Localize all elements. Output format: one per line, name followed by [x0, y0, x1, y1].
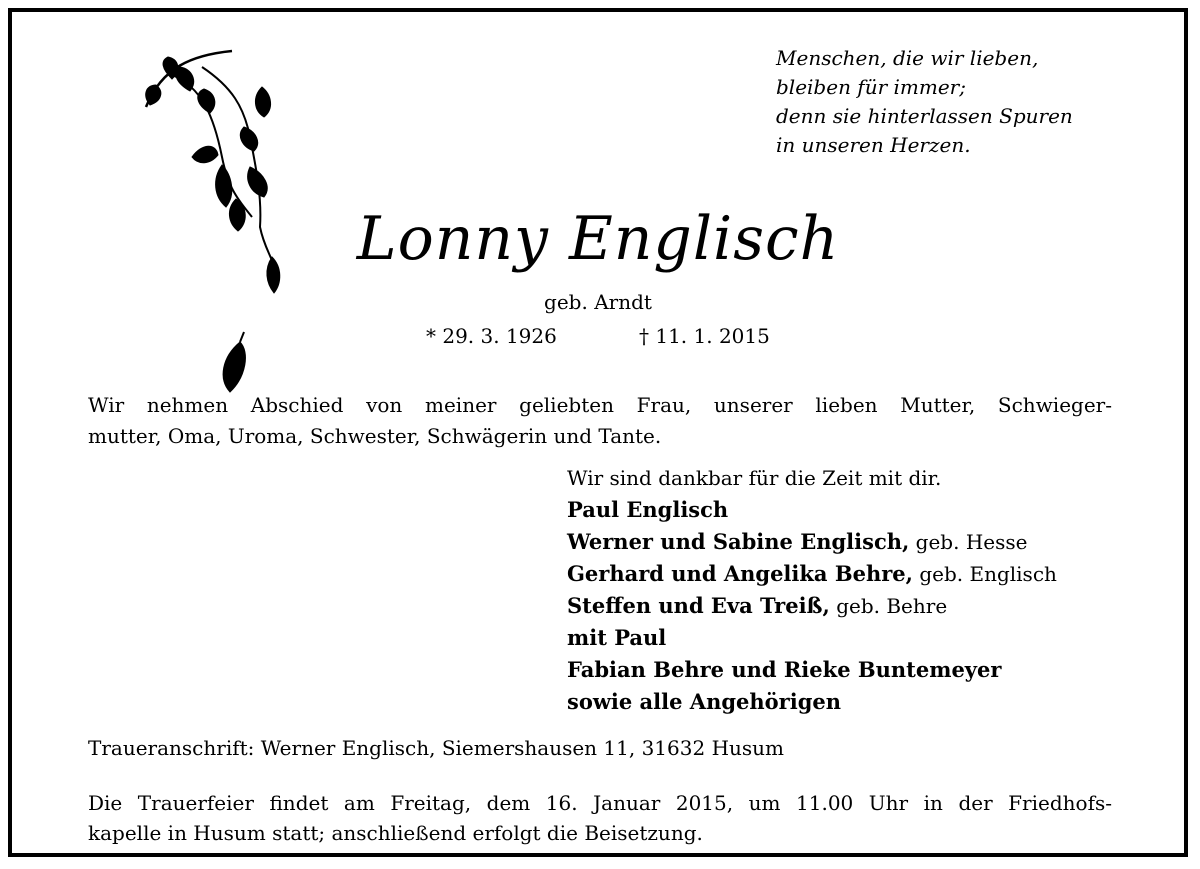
- farewell-text: [88, 390, 1112, 452]
- mourner-name: sowie alle Angehörigen: [567, 689, 842, 714]
- mourners-list: [567, 463, 1057, 718]
- ceremony-line: Die Trauerfeier findet am Freitag, dem 16. Januar 2015, um 11.00 Uhr in der Friedhofs-: [88, 791, 1112, 815]
- birth-date: * 29. 3. 1926: [426, 324, 557, 348]
- mourner-name: mit Paul: [567, 625, 667, 650]
- poem-line: bleiben für immer;: [776, 75, 966, 99]
- mourner-row: [567, 526, 1057, 558]
- mourner-name: Fabian Behre und Rieke Buntemeyer: [567, 657, 1002, 682]
- ceremony-line: kapelle in Husum statt; anschließend erfolgt die Beisetzung.: [88, 821, 703, 845]
- mourning-address: Traueranschrift: Werner Englisch, Siemershausen 11, 31632 Husum: [88, 736, 784, 760]
- memorial-poem: [776, 44, 1073, 160]
- mourner-note: geb. Hesse: [915, 530, 1028, 554]
- mourner-name: Steffen und Eva Treiß,: [567, 593, 830, 618]
- farewell-line: mutter, Oma, Uroma, Schwester, Schwägerin und Tante.: [88, 424, 662, 448]
- poem-line: denn sie hinterlassen Spuren: [776, 104, 1073, 128]
- maiden-name: geb. Arndt: [544, 290, 652, 314]
- deceased-name: Lonny Englisch: [356, 204, 840, 274]
- poem-line: in unseren Herzen.: [776, 133, 971, 157]
- mourner-row: [567, 622, 1057, 654]
- mourner-row: [567, 654, 1057, 686]
- ceremony-info: [88, 788, 1112, 848]
- mourner-row: [567, 686, 1057, 718]
- poem-line: Menschen, die wir lieben,: [776, 46, 1039, 70]
- mourner-row: [567, 590, 1057, 622]
- mourner-note: geb. Behre: [836, 594, 948, 618]
- mourner-note: geb. Englisch: [919, 562, 1057, 586]
- death-date: † 11. 1. 2015: [639, 324, 770, 348]
- farewell-line: Wir nehmen Abschied von meiner geliebten Frau, unserer lieben Mutter, Schwieger-: [88, 393, 1112, 417]
- mourner-name: Gerhard und Angelika Behre,: [567, 561, 913, 586]
- mourner-row: [567, 558, 1057, 590]
- mourner-name: Werner und Sabine Englisch,: [567, 529, 910, 554]
- mourner-row: [567, 494, 1057, 526]
- mourner-name: Paul Englisch: [567, 497, 729, 522]
- obituary-notice: [8, 8, 1188, 857]
- gratitude-line: Wir sind dankbar für die Zeit mit dir.: [567, 466, 942, 490]
